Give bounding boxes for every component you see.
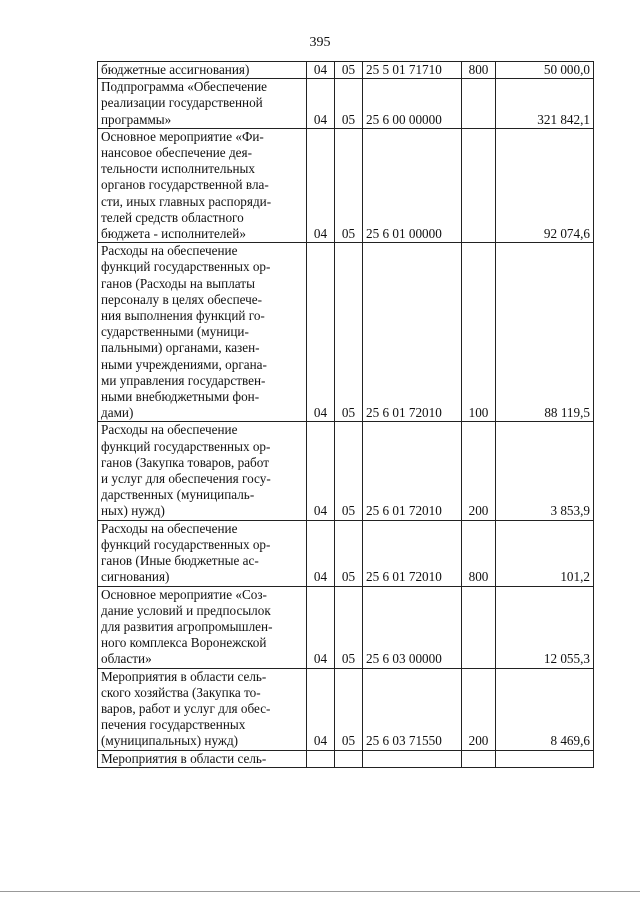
- target-article-cell: 25 6 01 72010: [363, 243, 462, 422]
- subsection-code-cell: 05: [335, 79, 363, 129]
- amount-cell: 3 853,9: [496, 422, 594, 520]
- section-code-cell: 04: [307, 422, 335, 520]
- expense-type-cell: [462, 750, 496, 767]
- subsection-code-cell: 05: [335, 243, 363, 422]
- expense-type-cell: 100: [462, 243, 496, 422]
- target-article-cell: 25 6 01 00000: [363, 128, 462, 242]
- table-row: [98, 128, 594, 242]
- expense-name-cell: Основное мероприятие «Фи- нансовое обеспечение дея- тельности исполнительных органов государственной вла- сти, иных главных распоряди- телей средств областного бюджета - исполнителей»: [98, 128, 307, 242]
- amount-cell: 50 000,0: [496, 62, 594, 79]
- subsection-code-cell: 05: [335, 128, 363, 242]
- bottom-rule: [0, 891, 640, 892]
- target-article-cell: 25 6 03 71550: [363, 668, 462, 750]
- section-code-cell: 04: [307, 243, 335, 422]
- amount-cell: 101,2: [496, 520, 594, 586]
- expense-type-cell: [462, 586, 496, 668]
- section-code-cell: 04: [307, 128, 335, 242]
- target-article-cell: 25 6 01 72010: [363, 520, 462, 586]
- table-row: [98, 586, 594, 668]
- subsection-code-cell: [335, 750, 363, 767]
- table-row: [98, 79, 594, 129]
- table-row: [98, 520, 594, 586]
- target-article-cell: 25 6 00 00000: [363, 79, 462, 129]
- subsection-code-cell: 05: [335, 520, 363, 586]
- section-code-cell: 04: [307, 79, 335, 129]
- expense-name-cell: Мероприятия в области сель- ского хозяйства (Закупка то- варов, работ и услуг для обес- печения государственных (муниципальных) нужд): [98, 668, 307, 750]
- amount-cell: 321 842,1: [496, 79, 594, 129]
- section-code-cell: [307, 750, 335, 767]
- section-code-cell: 04: [307, 668, 335, 750]
- budget-table: [97, 61, 594, 768]
- table-row: [98, 243, 594, 422]
- expense-type-cell: 800: [462, 520, 496, 586]
- expense-type-cell: 200: [462, 422, 496, 520]
- section-code-cell: 04: [307, 520, 335, 586]
- amount-cell: [496, 750, 594, 767]
- expense-name-cell: Мероприятия в области сель-: [98, 750, 307, 767]
- target-article-cell: 25 6 01 72010: [363, 422, 462, 520]
- subsection-code-cell: 05: [335, 668, 363, 750]
- section-code-cell: 04: [307, 586, 335, 668]
- table-row: [98, 668, 594, 750]
- amount-cell: 8 469,6: [496, 668, 594, 750]
- section-code-cell: 04: [307, 62, 335, 79]
- expense-name-cell: бюджетные ассигнования): [98, 62, 307, 79]
- table-row: [98, 62, 594, 79]
- subsection-code-cell: 05: [335, 422, 363, 520]
- expense-name-cell: Основное мероприятие «Соз- дание условий и предпосылок для развития агропромышлен- ного комплекса Воронежской области»: [98, 586, 307, 668]
- target-article-cell: 25 5 01 71710: [363, 62, 462, 79]
- amount-cell: 12 055,3: [496, 586, 594, 668]
- expense-type-cell: [462, 79, 496, 129]
- subsection-code-cell: 05: [335, 62, 363, 79]
- page-number: 395: [309, 35, 331, 50]
- subsection-code-cell: 05: [335, 586, 363, 668]
- expense-name-cell: Расходы на обеспечение функций государственных ор- ганов (Закупка товаров, работ и услуг для обеспечения госу- дарственных (муниципаль- ных) нужд): [98, 422, 307, 520]
- expense-name-cell: Расходы на обеспечение функций государственных ор- ганов (Расходы на выплаты персоналу в целях обеспече- ния выполнения функций го- сударственными (муници- пальными) органами, казен- ными учреждениями, органа- ми управления государствен- ными внебюджетными фон- дами): [98, 243, 307, 422]
- expense-type-cell: 200: [462, 668, 496, 750]
- expense-name-cell: Подпрограмма «Обеспечение реализации государственной программы»: [98, 79, 307, 129]
- amount-cell: 88 119,5: [496, 243, 594, 422]
- amount-cell: 92 074,6: [496, 128, 594, 242]
- target-article-cell: [363, 750, 462, 767]
- expense-type-cell: 800: [462, 62, 496, 79]
- expense-type-cell: [462, 128, 496, 242]
- table-row: [98, 422, 594, 520]
- target-article-cell: 25 6 03 00000: [363, 586, 462, 668]
- expense-name-cell: Расходы на обеспечение функций государственных ор- ганов (Иные бюджетные ас- сигнования): [98, 520, 307, 586]
- table-row: [98, 750, 594, 767]
